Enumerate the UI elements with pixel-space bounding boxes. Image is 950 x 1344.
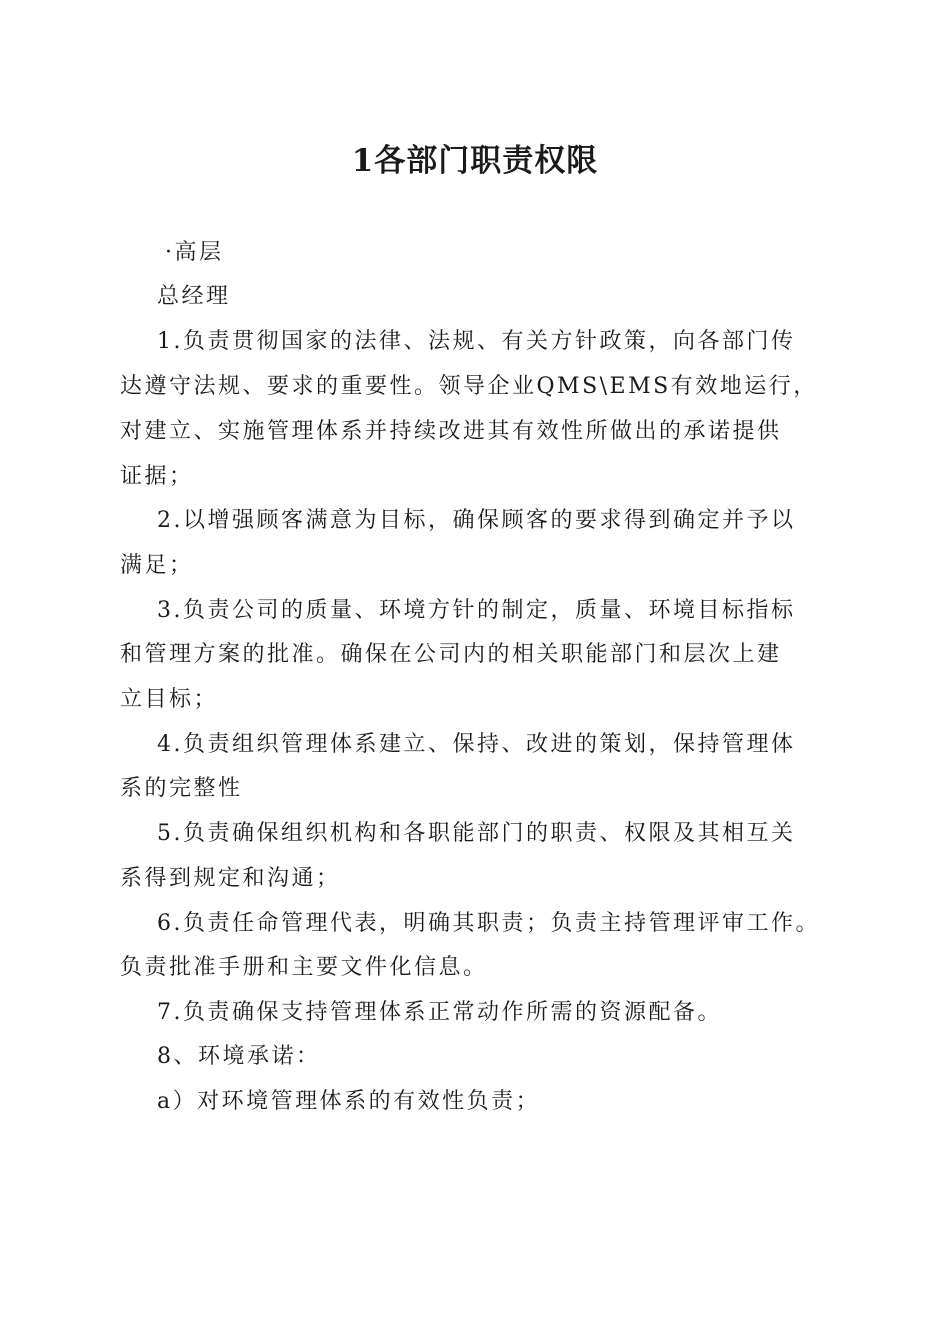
- paragraph-line: 7.负责确保支持管理体系正常动作所需的资源配备。: [157, 1000, 722, 1025]
- paragraph-line: 系的完整性: [120, 776, 243, 801]
- paragraph-line: 3.负责公司的质量、环境方针的制定，质量、环境目标指标: [157, 598, 796, 623]
- paragraph-line: 8、环境承诺：: [157, 1044, 321, 1069]
- paragraph-line: a）对环境管理体系的有效性负责；: [157, 1089, 541, 1114]
- paragraph-line: 5.负责确保组织机构和各职能部门的职责、权限及其相互关: [157, 821, 796, 846]
- paragraph-line: 和管理方案的批准。确保在公司内的相关职能部门和层次上建: [120, 642, 782, 667]
- paragraph-line: 对建立、实施管理体系并持续改进其有效性所做出的承诺提供: [120, 419, 782, 444]
- paragraph-line: 满足；: [120, 553, 194, 578]
- paragraph-line: 系得到规定和沟通；: [120, 866, 341, 891]
- paragraph-line: 证据；: [120, 464, 194, 489]
- paragraph-line: 负责批准手册和主要文件化信息。: [120, 955, 488, 980]
- paragraph-line: 6.负责任命管理代表，明确其职责；负责主持管理评审工作。: [157, 911, 820, 936]
- paragraph-line: 立目标；: [120, 687, 219, 712]
- paragraph-line: 达遵守法规、要求的重要性。领导企业QMS\EMS有效地运行，: [120, 374, 818, 399]
- paragraph-line: 1.负责贯彻国家的法律、法规、有关方针政策，向各部门传: [157, 329, 796, 354]
- paragraph-line: 2.以增强顾客满意为目标，确保顾客的要求得到确定并予以: [157, 508, 796, 533]
- page-title: 1各部门职责权限: [351, 143, 599, 179]
- section-heading: ·高层: [165, 240, 224, 265]
- paragraph-line: 4.负责组织管理体系建立、保持、改进的策划，保持管理体: [157, 732, 796, 757]
- role-heading: 总经理: [157, 284, 231, 309]
